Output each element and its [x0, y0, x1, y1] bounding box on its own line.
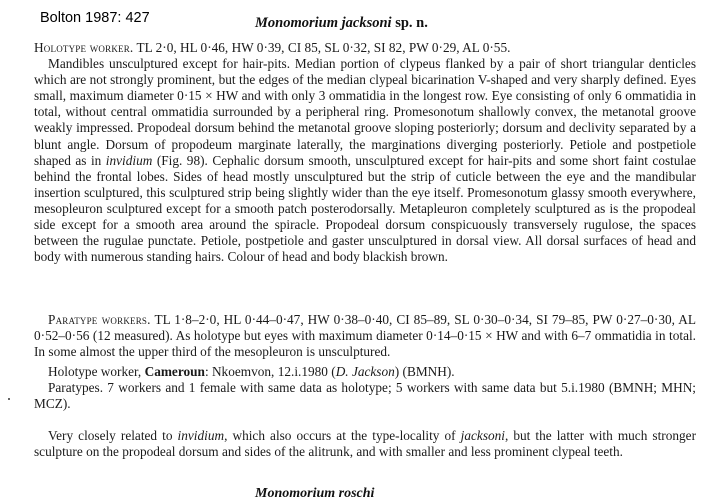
paratype-section: [34, 312, 696, 360]
holotype-depository: ) (BMNH).: [394, 364, 455, 379]
holotype-label: Holotype worker.: [34, 40, 134, 55]
paratype-paragraph: [34, 312, 696, 360]
remarks-species-2: jacksoni: [460, 428, 505, 443]
remarks-species-1: invidium: [177, 428, 225, 443]
description-part-2: (Fig. 98). Cephalic dorsum smooth, unsculptured except for hair-pits and some short faint costulae behind the frontal lobes. Sides of head mostly unsculptured but the strip of cuticle between the eye and the mandibular insertion sculptured, this sculptured strip being slightly wider than the eye itself. Promesonotum glassy smooth everywhere, mesopleuron sculptured except for a smooth patch posterodorsally. Metapleuron completely sculptured as is the propodeal side except for a smooth area around the spiracle. Propodeal dorsum conspicuously transversely rugulose, the spaces between the rugulae punctate. Petiole, postpetiole and gaster unsculptured in dorsal view. All dorsal surfaces of head and body with numerous standing hairs. Colour of head and body blackish brown.: [34, 152, 696, 265]
remarks-part-2: , which also occurs at the type-locality of: [224, 428, 461, 443]
species-name: Monomorium jacksoni: [255, 15, 392, 31]
scan-speck: [8, 398, 10, 400]
description-part-1: Mandibles unsculptured except for hair-pits. Median portion of clypeus flanked by a pair of short triangular denticles which are not strongly prominent, but the edges of the median clypeal bicarination V-shaped and very sharply defined. Eyes small, maximum diameter 0·15 × HW and with only 3 ommatidia in the longest row. Eye consisting of only 6 ommatidia in total, without central ommatidia surrounded by a peripheral ring. Promesonotum shallowly convex, the metanotal groove weakly impressed. Propodeal dorsum behind the metanotal groove sloping posteriorly; dorsum and declivity separated by a blunt angle. Dorsum of propodeum marginate laterally, the marginations diverging posteriorly. Petiole and postpetiole shaped as in: [34, 56, 696, 168]
collector-name: D. Jackson: [335, 364, 395, 379]
remarks-paragraph: [34, 428, 696, 460]
holotype-measurements: TL 2·0, HL 0·46, HW 0·39, CI 85, SL 0·32, SI 82, PW 0·29, AL 0·55.: [133, 40, 511, 55]
paratype-label: Paratype workers.: [48, 312, 151, 327]
paratype-material: Paratypes. 7 workers and 1 female with same data as holotype; 5 workers with same data but 5.i.1980 (BMNH; MHN; MCZ).: [34, 380, 696, 412]
type-country: Cameroun: [144, 364, 205, 379]
holotype-material-prefix: Holotype worker,: [48, 364, 145, 379]
holotype-description: [34, 56, 696, 265]
remarks-part-3: , but the latter with much stronger sculpture on the propodeal dorsum and sides of the alitrunk, and with smaller and less prominent clypeal teeth.: [34, 428, 696, 460]
species-title: [255, 15, 428, 32]
species-suffix: sp. n.: [391, 15, 428, 31]
remarks-part-1: Very closely related to: [48, 428, 178, 443]
holotype-locality: : Nkoemvon, 12.i.1980 (: [204, 364, 336, 379]
holotype-material: [34, 364, 696, 380]
citation-reference: Bolton 1987: 427: [40, 10, 150, 26]
next-species-title-fragment: Monomorium roschi: [255, 486, 375, 501]
holotype-measurements-paragraph: [34, 40, 696, 56]
description-species-ref: invidium: [105, 152, 153, 168]
material-section: [34, 364, 696, 412]
holotype-section: [34, 40, 696, 265]
paratype-text: TL 1·8–2·0, HL 0·44–0·47, HW 0·38–0·40, CI 85–89, SL 0·30–0·34, SI 79–85, PW 0·27–0·30, AL 0·52–0·56 (12 measured). As holotype but eyes with maximum diameter 0·14–0·15 × HW and with 6–7 ommatidia in total. In some almost the upper third of the mesopleuron is unsculptured.: [34, 312, 696, 360]
remarks-section: [34, 428, 696, 460]
